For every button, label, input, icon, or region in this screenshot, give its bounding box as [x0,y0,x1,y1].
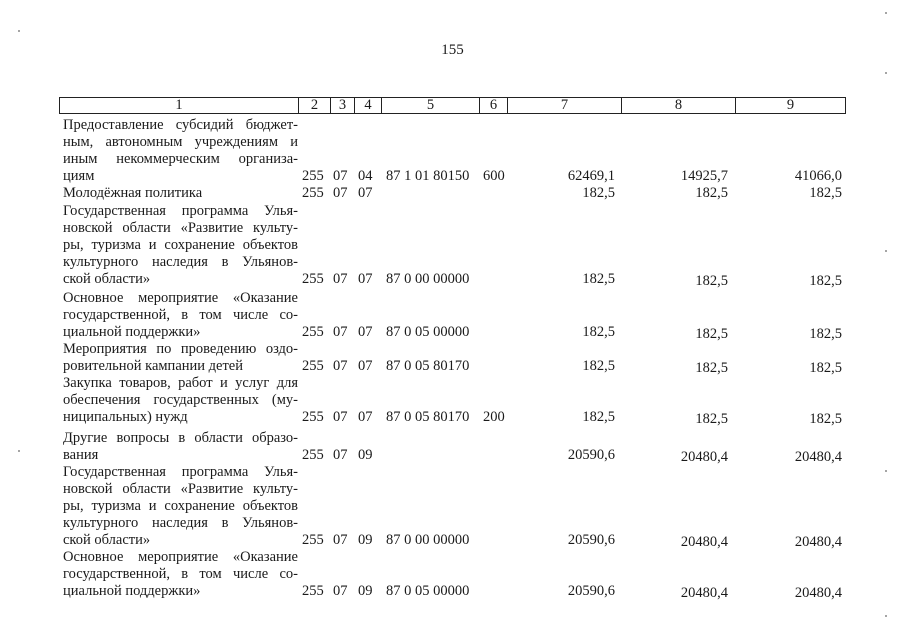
row-cell-c3: 07 [333,409,348,425]
row-cell-c2: 255 [302,271,324,287]
row-description-line: культурного наследия в Ульянов- [63,254,298,270]
row-description-line: Основное мероприятие «Оказание [63,290,298,306]
row-cell-c5: 87 0 05 00000 [386,583,470,599]
row-description-line: Другие вопросы в области образо- [63,430,298,446]
row-cell-c7: 182,5 [582,271,615,287]
row-cell-c3: 07 [333,168,348,184]
row-cell-c7: 20590,6 [567,447,615,463]
row-description-line: ской области» [63,532,151,548]
row-description-line: новской области «Развитие культу- [63,481,298,497]
row-cell-c7: 20590,6 [567,583,615,599]
row-description-line: Предоставление субсидий бюджет- [63,117,298,133]
row-cell-c5: 87 0 05 80170 [386,409,470,425]
row-description-line: культурного наследия в Ульянов- [63,515,298,531]
scan-speck [885,72,887,74]
header-col-6: 6 [480,97,508,114]
row-description-line: ным, автономным учреждениям и [63,134,298,150]
row-cell-c8: 182,5 [695,185,728,201]
row-cell-c2: 255 [302,532,324,548]
header-col-7: 7 [508,97,622,114]
row-cell-c3: 07 [333,358,348,374]
row-cell-c4: 09 [358,447,373,463]
row-cell-c8: 20480,4 [680,534,728,550]
row-cell-c9: 182,5 [809,411,842,427]
row-cell-c2: 255 [302,324,324,340]
row-cell-c9: 20480,4 [794,534,842,550]
scan-speck [885,470,887,472]
row-description-line: Государственная программа Улья- [63,464,298,480]
row-cell-c9: 182,5 [809,326,842,342]
row-cell-c8: 182,5 [695,360,728,376]
row-cell-c9: 182,5 [809,273,842,289]
row-cell-c2: 255 [302,409,324,425]
scan-speck [885,12,887,14]
row-cell-c3: 07 [333,447,348,463]
row-cell-c7: 182,5 [582,185,615,201]
row-cell-c5: 87 1 01 80150 [386,168,470,184]
row-description-line: ровительной кампании детей [63,358,244,374]
row-cell-c5: 87 0 05 00000 [386,324,470,340]
row-cell-c5: 87 0 00 00000 [386,271,470,287]
header-col-8: 8 [622,97,736,114]
row-description-line: вания [63,447,99,463]
row-description-line: Мероприятия по проведению оздо- [63,341,298,357]
row-cell-c2: 255 [302,185,324,201]
row-description-line: государственной, в том числе со- [63,307,298,323]
row-description-line: новской области «Развитие культу- [63,220,298,236]
row-cell-c4: 04 [358,168,373,184]
row-cell-c5: 87 0 05 80170 [386,358,470,374]
row-cell-c3: 07 [333,583,348,599]
row-description-line: ниципальных) нужд [63,409,188,425]
row-cell-c7: 182,5 [582,409,615,425]
row-cell-c6: 200 [483,409,505,425]
row-description-line: Государственная программа Улья- [63,203,298,219]
row-cell-c7: 182,5 [582,358,615,374]
row-description-line: циям [63,168,95,184]
row-cell-c4: 07 [358,185,373,201]
row-cell-c8: 182,5 [695,326,728,342]
row-cell-c4: 07 [358,324,373,340]
header-col-3: 3 [331,97,355,114]
header-col-4: 4 [355,97,382,114]
scan-speck [885,250,887,252]
row-cell-c5: 87 0 00 00000 [386,532,470,548]
row-cell-c4: 09 [358,583,373,599]
row-cell-c2: 255 [302,168,324,184]
row-cell-c8: 14925,7 [680,168,728,184]
row-cell-c7: 182,5 [582,324,615,340]
scan-speck [885,615,887,617]
row-cell-c8: 20480,4 [680,449,728,465]
header-col-1: 1 [59,97,299,114]
row-cell-c9: 41066,0 [794,168,842,184]
header-col-9: 9 [736,97,846,114]
row-cell-c8: 20480,4 [680,585,728,601]
row-cell-c9: 20480,4 [794,449,842,465]
row-description-line: обеспечения государственных (му- [63,392,298,408]
row-cell-c2: 255 [302,358,324,374]
header-col-2: 2 [299,97,331,114]
row-description-line: Закупка товаров, работ и услуг для [63,375,298,391]
row-cell-c3: 07 [333,324,348,340]
row-cell-c2: 255 [302,583,324,599]
row-description-line: циальной поддержки» [63,324,201,340]
row-cell-c7: 62469,1 [567,168,615,184]
row-cell-c3: 07 [333,271,348,287]
row-description-line: ской области» [63,271,151,287]
row-cell-c3: 07 [333,532,348,548]
row-cell-c8: 182,5 [695,411,728,427]
row-cell-c7: 20590,6 [567,532,615,548]
row-description-line: Молодёжная политика [63,185,203,201]
row-description-line: иным некоммерческим организа- [63,151,298,167]
row-cell-c4: 07 [358,358,373,374]
row-cell-c8: 182,5 [695,273,728,289]
row-description-line: ры, туризма и сохранение объектов [63,237,298,253]
row-cell-c9: 182,5 [809,360,842,376]
row-cell-c4: 07 [358,409,373,425]
row-description-line: Основное мероприятие «Оказание [63,549,298,565]
row-cell-c9: 20480,4 [794,585,842,601]
page-number: 155 [441,42,464,58]
row-description-line: государственной, в том числе со- [63,566,298,582]
scan-speck [18,30,20,32]
row-cell-c4: 09 [358,532,373,548]
row-cell-c2: 255 [302,447,324,463]
row-cell-c6: 600 [483,168,505,184]
scan-speck [18,450,20,452]
row-cell-c9: 182,5 [809,185,842,201]
row-cell-c4: 07 [358,271,373,287]
row-cell-c3: 07 [333,185,348,201]
header-col-5: 5 [382,97,480,114]
row-description-line: ры, туризма и сохранение объектов [63,498,298,514]
row-description-line: циальной поддержки» [63,583,201,599]
